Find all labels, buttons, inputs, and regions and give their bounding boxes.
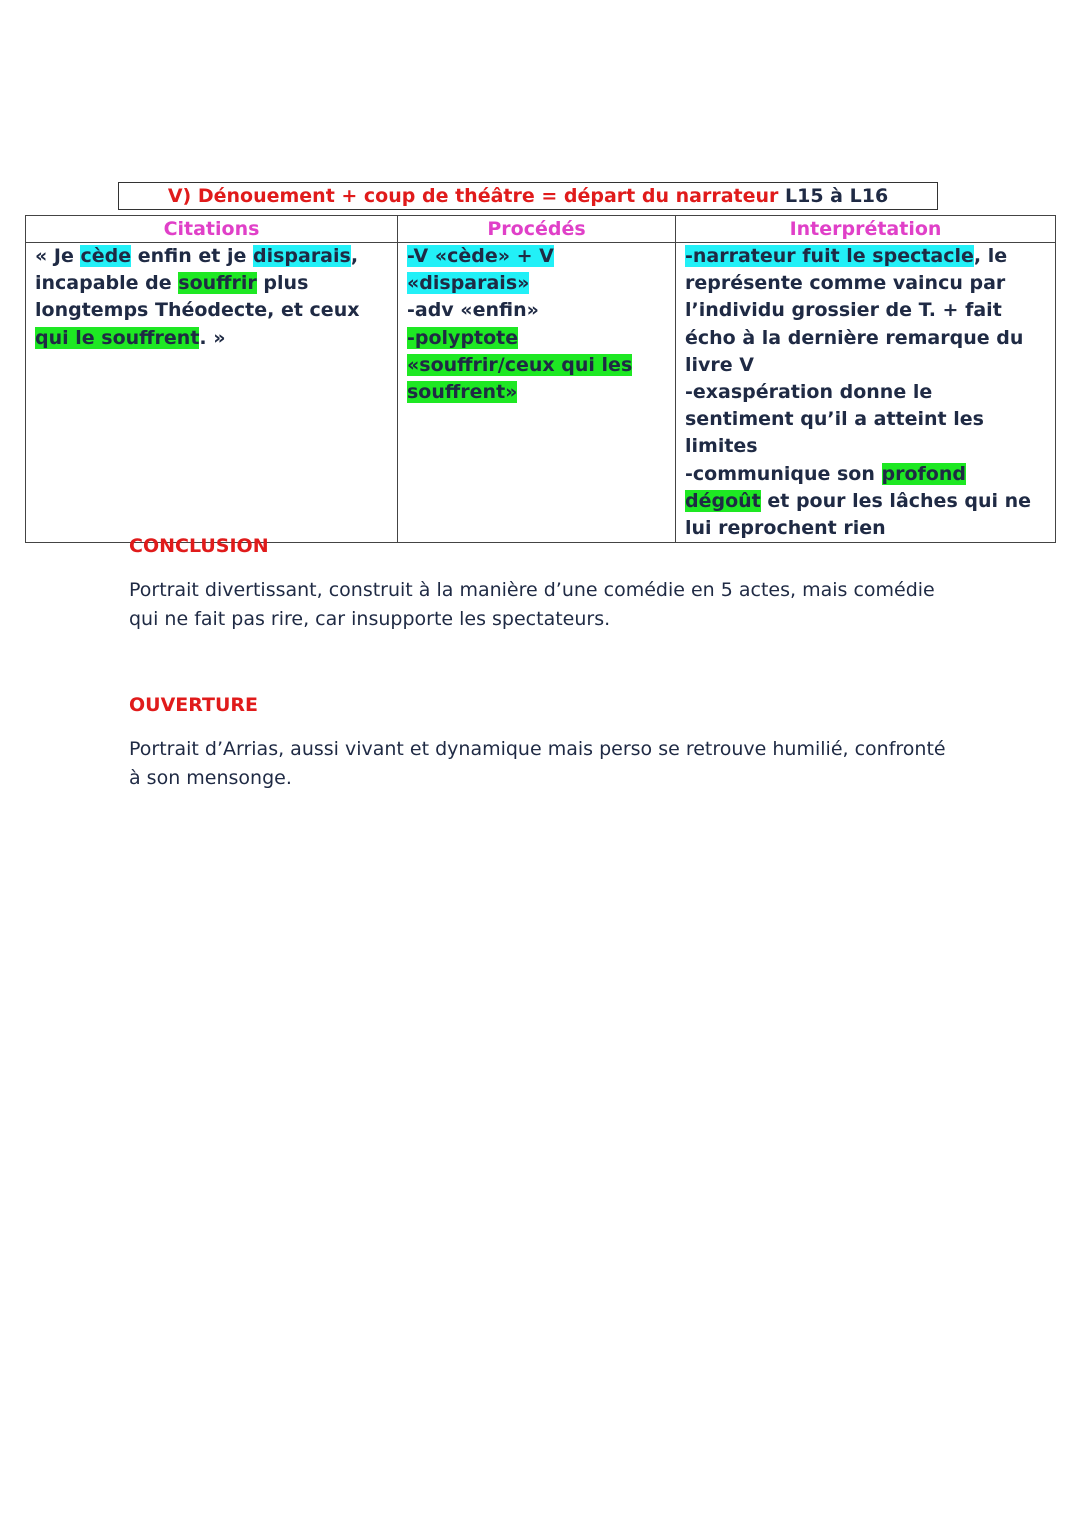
interpretation-cell	[676, 243, 1056, 543]
citation-text: enfin et je	[131, 245, 253, 267]
ouverture-heading: OUVERTURE	[129, 694, 259, 716]
citations-cell	[26, 243, 398, 543]
conclusion-text: Portrait divertissant, construit à la manière d’une comédie en 5 actes, mais comédie qui ne fait pas rire, car insupporte les spectateurs.	[129, 579, 935, 630]
procedes-cell	[398, 243, 676, 543]
analysis-table	[25, 215, 1056, 543]
highlight-profond-degout: profond dégoût	[685, 462, 966, 512]
procede-line	[407, 243, 666, 297]
citation-text: . »	[199, 326, 226, 349]
interpretation-text: et pour les lâches qui ne lui reprochent rien	[685, 489, 1032, 540]
highlight-souffrir: souffrir	[178, 272, 257, 295]
interpretation-text: , le représente comme vaincu par l’individu grossier de T. + fait écho à la dernière remarque du livre V	[685, 245, 1024, 376]
interpretation-line	[685, 243, 1046, 379]
highlight-narrateur-fuit: -narrateur fuit le spectacle	[685, 245, 974, 267]
citation-text: « Je	[35, 245, 81, 267]
section-title-main: V) Dénouement + coup de théâtre = départ du narrateur	[167, 185, 779, 207]
header-procedes: Procédés	[398, 216, 676, 243]
ouverture-text: Portrait d’Arrias, aussi vivant et dynamique mais perso se retrouve humilié, confronté à son mensonge.	[129, 738, 946, 789]
header-interpretation: Interprétation	[676, 216, 1056, 243]
highlight-disparais: disparais	[252, 245, 351, 267]
section-title	[118, 182, 938, 210]
procede-line	[407, 325, 666, 407]
interpretation-text: -communique son	[685, 462, 882, 485]
section-title-lines: L15 à L16	[785, 185, 889, 207]
procede-line: -adv «enfin»	[407, 299, 539, 322]
highlight-polyptote: -polyptote «souffrir/ceux qui les souffrent»	[407, 326, 633, 404]
table-header-row	[26, 216, 1056, 243]
table-row	[26, 243, 1056, 543]
highlight-qui-le-souffrent: qui le souffrent	[35, 326, 200, 349]
conclusion-heading: CONCLUSION	[129, 535, 269, 557]
citation-text: , incapable de	[35, 245, 359, 295]
interpretation-line: -exaspération donne le sentiment qu’il a atteint les limites	[685, 381, 984, 458]
header-citations: Citations	[26, 216, 398, 243]
highlight-verbs: -V «cède» + V «disparais»	[407, 245, 554, 295]
citation-text: plus longtemps Théodecte, et ceux	[35, 272, 360, 322]
highlight-cede: cède	[80, 245, 132, 267]
interpretation-line	[685, 461, 1046, 543]
